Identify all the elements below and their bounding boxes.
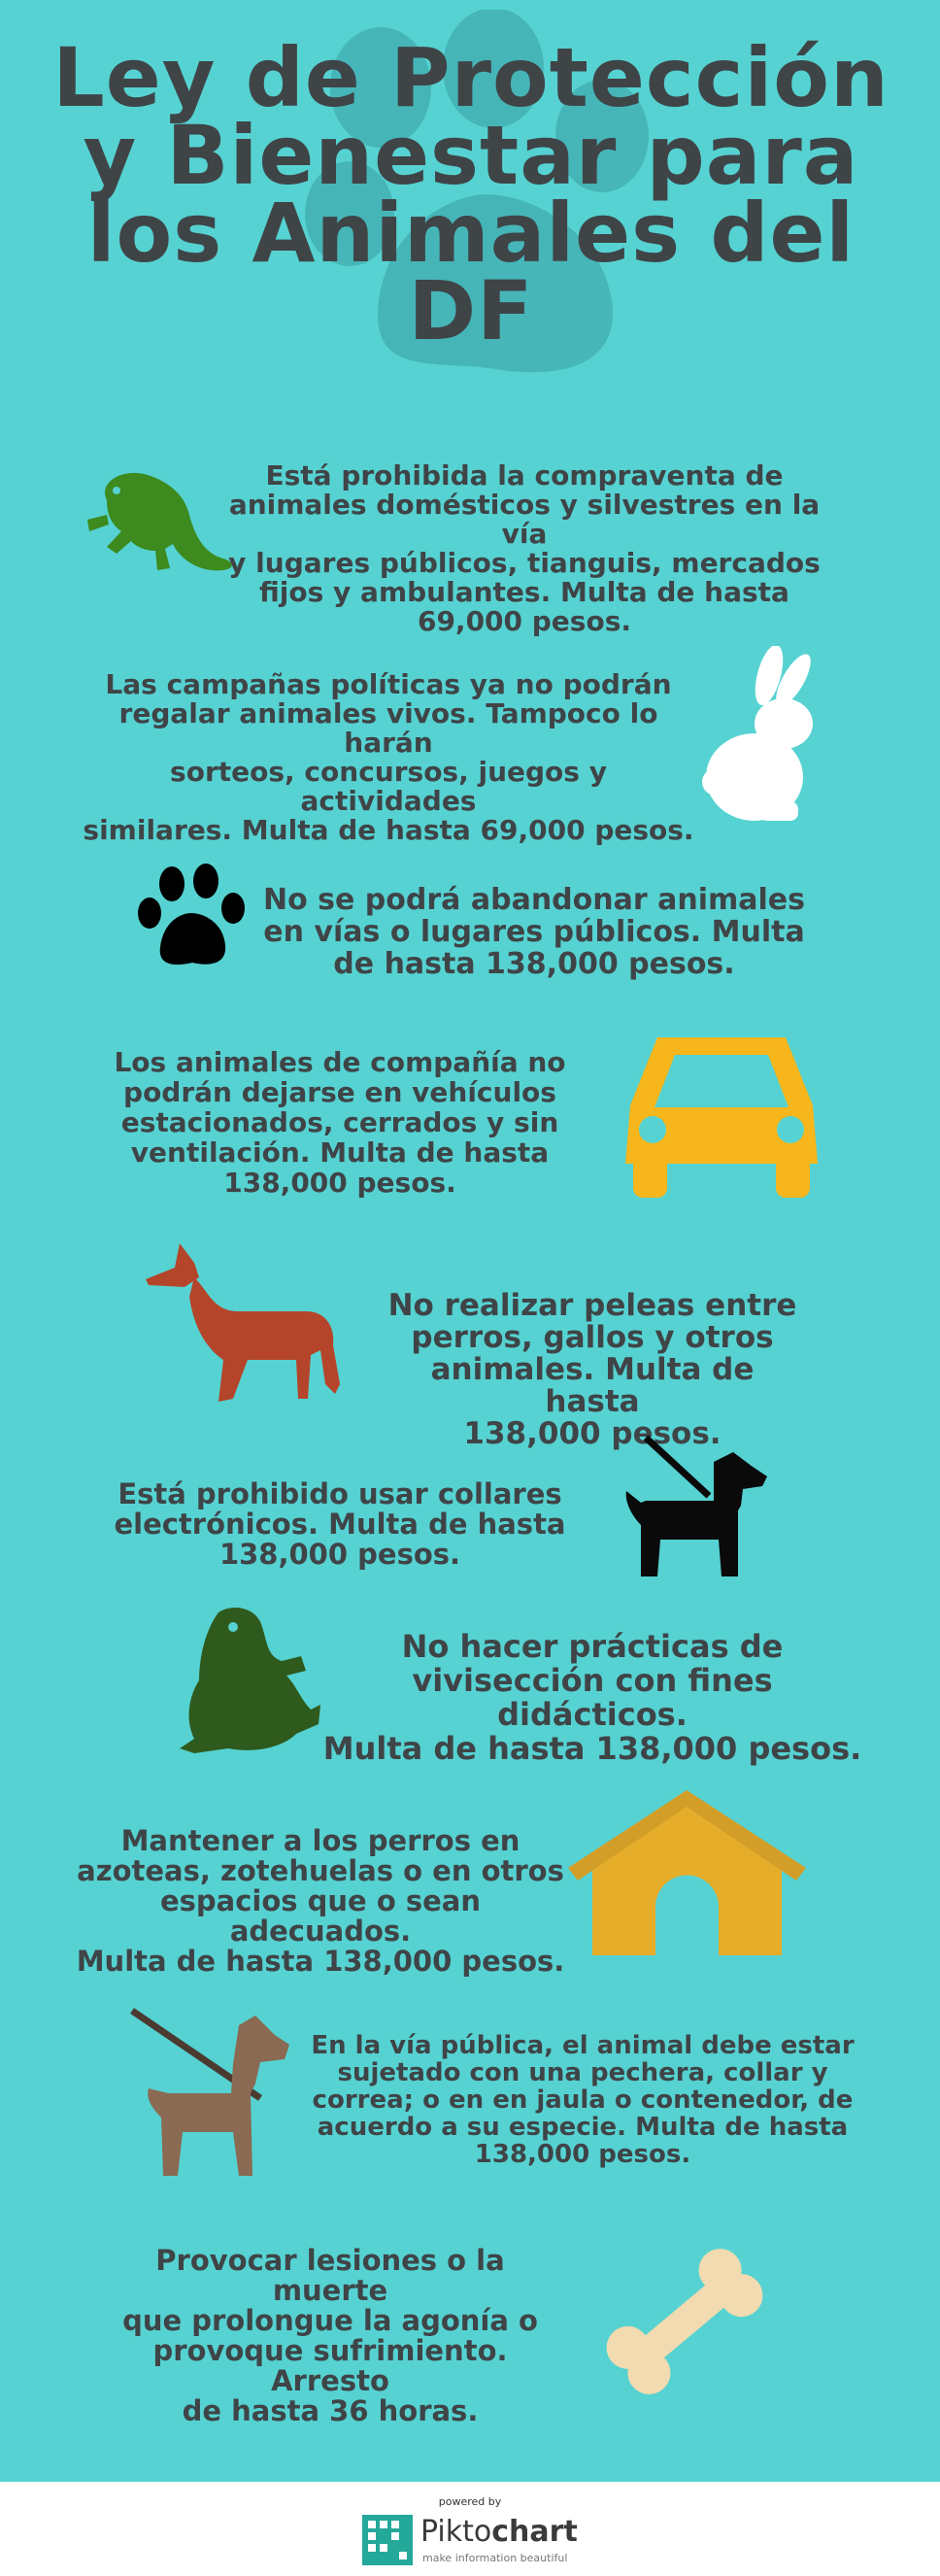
brand-name <box>420 2515 578 2549</box>
text-line: No hacer prácticas de <box>401 1628 784 1665</box>
item-text <box>83 670 694 845</box>
doghouse-icon <box>563 1785 811 1960</box>
text-line: No se podrá abandonar animales <box>263 883 805 917</box>
page-title <box>39 30 903 358</box>
text-line: y lugares públicos, tianguis, mercados <box>228 547 821 579</box>
text-line: ventilación. Multa de hasta <box>130 1136 550 1169</box>
brand-name-light: Pikto <box>420 2515 492 2549</box>
text-line: podrán dejarse en vehículos <box>123 1076 556 1108</box>
text-line: de hasta 138,000 pesos. <box>333 947 735 981</box>
bone-icon <box>588 2229 782 2414</box>
item-text <box>252 884 816 980</box>
text-line: similares. Multa de hasta 69,000 pesos. <box>83 814 694 846</box>
dog-icon <box>141 1238 350 1408</box>
item-text <box>214 461 835 636</box>
text-line: animales domésticos y silvestres en la vía <box>228 489 821 550</box>
item-text <box>379 1290 806 1450</box>
text-line: 138,000 pesos. <box>463 1416 722 1451</box>
text-line: regalar animales vivos. Tampoco lo harán <box>118 697 658 759</box>
title-line: Ley de Protección <box>52 30 890 125</box>
text-line: 138,000 pesos. <box>223 1167 456 1199</box>
rabbit-icon <box>701 646 827 826</box>
car-icon <box>619 1028 824 1203</box>
title-line: y Bienestar para <box>83 108 859 203</box>
text-line: Está prohibido usar collares <box>118 1477 562 1510</box>
paw-print-icon <box>136 860 248 971</box>
text-line: Multa de hasta 138,000 pesos. <box>76 1945 565 1978</box>
text-line: Está prohibida la compraventa de <box>265 459 784 491</box>
text-line: espacios que o sean adecuados. <box>159 1884 481 1948</box>
item-text <box>97 2246 563 2426</box>
text-line: Multa de hasta 138,000 pesos. <box>322 1730 862 1767</box>
item-text <box>92 1479 588 1570</box>
item-text <box>306 2032 859 2168</box>
text-line: que prolongue la agonía o <box>122 2304 538 2337</box>
leashed-dog-icon <box>124 2006 294 2181</box>
text-line: en vías o lugares públicos. Multa <box>263 915 805 949</box>
dog-on-leash-icon <box>617 1433 772 1578</box>
text-line: fijos y ambulantes. Multa de hasta <box>259 576 789 608</box>
text-line: perros, gallos y otros <box>411 1320 774 1355</box>
piktochart-logo[interactable] <box>362 2513 586 2569</box>
item-text <box>320 1630 864 1766</box>
text-line: provoque sufrimiento. Arresto <box>152 2334 508 2397</box>
text-line: azoteas, zotehuelas o en otros <box>77 1854 564 1887</box>
text-line: Los animales de compañía no <box>114 1046 566 1078</box>
text-line: vivisección con fines didácticos. <box>412 1662 773 1733</box>
powered-by-text: powered by <box>438 2495 502 2508</box>
text-line: acuerdo a su especie. Multa de hasta <box>317 2113 849 2142</box>
text-line: sorteos, concursos, juegos y actividades <box>170 756 607 817</box>
text-line: correa; o en en jaula o contenedor, de <box>312 2085 854 2115</box>
text-line: 138,000 pesos. <box>474 2140 691 2169</box>
text-line: sujetado con una pechera, collar y <box>337 2058 828 2087</box>
brand-tagline: make information beautiful <box>422 2552 568 2564</box>
text-line: 138,000 pesos. <box>218 1538 461 1571</box>
text-line: Las campañas políticas ya no podrán <box>105 668 672 700</box>
text-line: Mantener a los perros en <box>120 1824 520 1857</box>
frog-icon <box>175 1603 320 1758</box>
text-line: animales. Multa de hasta <box>430 1352 755 1419</box>
item-text <box>78 1047 602 1198</box>
item-text <box>73 1826 568 1977</box>
text-line: estacionados, cerrados y sin <box>120 1106 559 1138</box>
text-line: En la vía pública, el animal debe estar <box>311 2031 855 2060</box>
text-line: de hasta 36 horas. <box>182 2394 479 2427</box>
brand-name-bold: chart <box>491 2515 578 2549</box>
piktochart-mark-icon <box>362 2515 413 2565</box>
text-line: No realizar peleas entre <box>387 1288 797 1323</box>
footer <box>0 2482 940 2576</box>
text-line: 69,000 pesos. <box>417 605 632 637</box>
text-line: Provocar lesiones o la muerte <box>155 2244 505 2307</box>
text-line: electrónicos. Multa de hasta <box>114 1508 566 1541</box>
title-line: los Animales del <box>86 186 856 281</box>
title-line: DF <box>408 263 534 358</box>
